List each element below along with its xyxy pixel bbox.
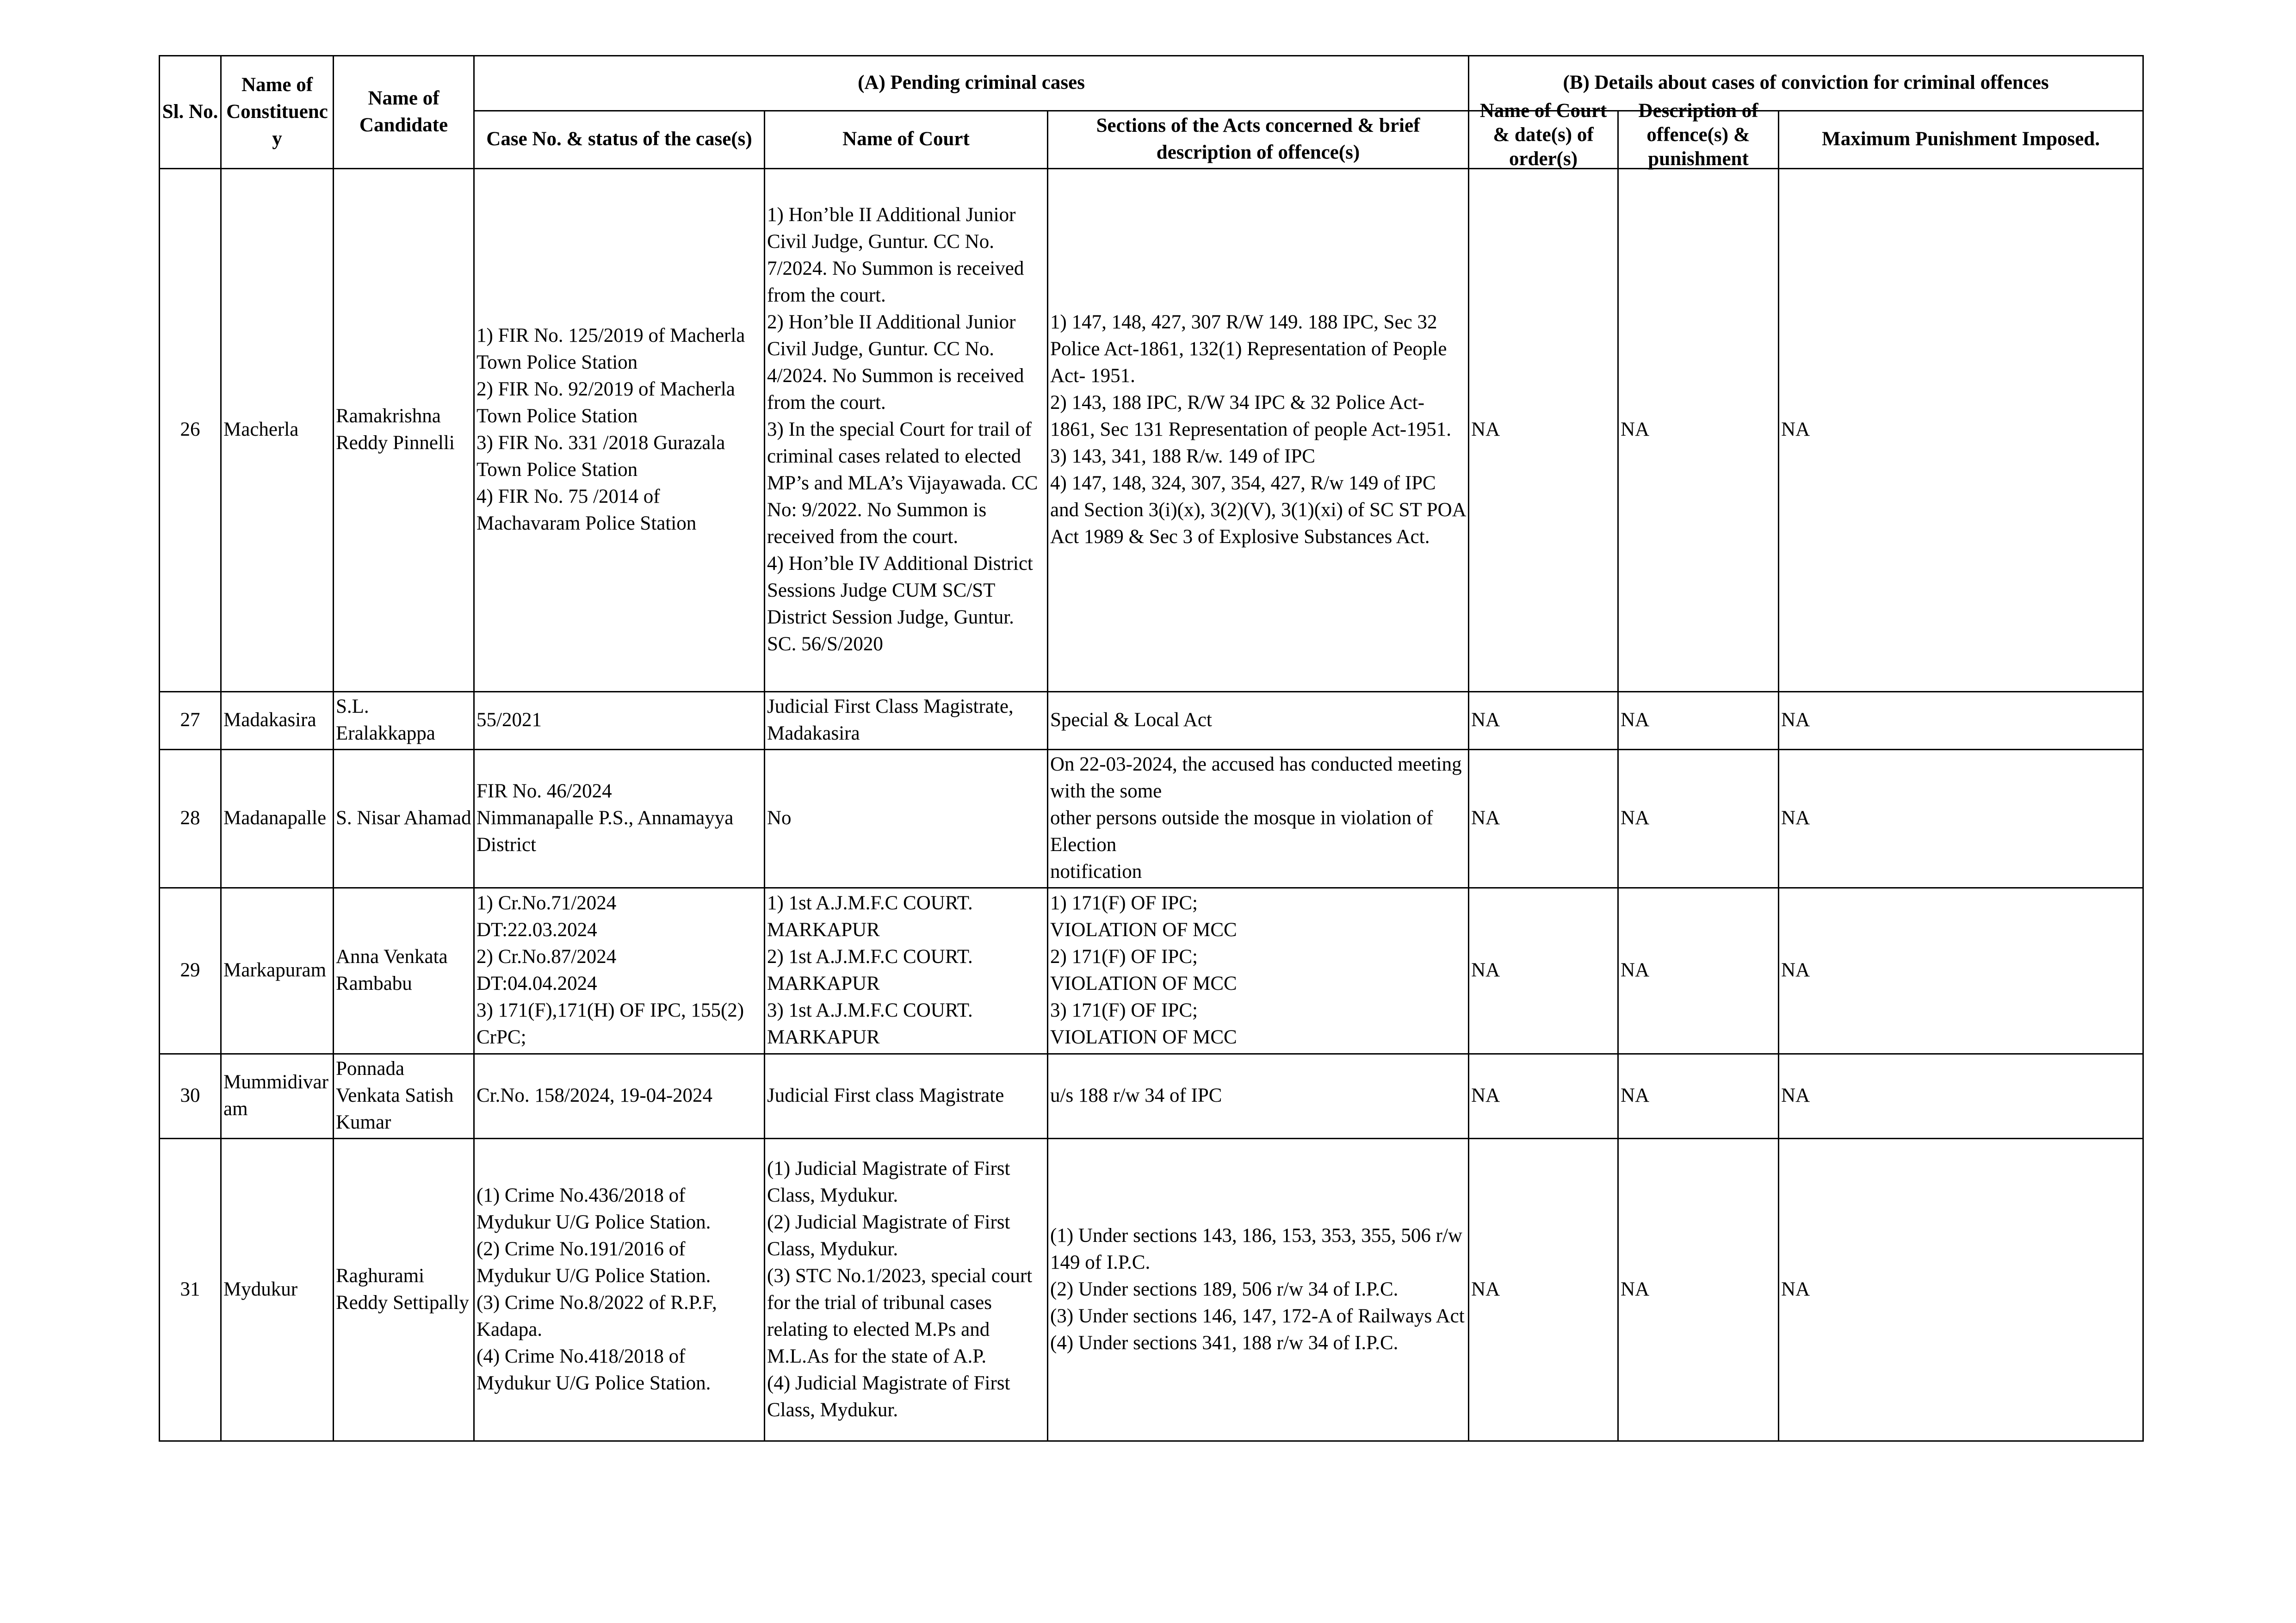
cell-case-status-line: 55/2021 xyxy=(477,709,542,731)
cell-max-punishment: NA xyxy=(1779,1139,2143,1441)
table-body xyxy=(160,169,2143,1441)
cell-sections xyxy=(1048,750,1469,888)
cell-sections-line: (2) Under sections 189, 506 r/w 34 of I.P.C. xyxy=(1050,1278,1399,1300)
cell-sections-line: 1) 147, 148, 427, 307 R/W 149. 188 IPC, Sec 32 Police Act-1861, 132(1) Representation of People Act- 1951. xyxy=(1050,311,1447,387)
cell-court-name xyxy=(765,692,1048,750)
cell-case-status-line: 1) FIR No. 125/2019 of Macherla Town Police Station xyxy=(477,325,745,373)
header-sl-no: Sl. No. xyxy=(160,56,221,169)
cell-sections-line: On 22-03-2024, the accused has conducted meeting with the some xyxy=(1050,753,1462,802)
cell-sections-line: 2) 171(F) OF IPC; xyxy=(1050,946,1198,968)
cell-court-name xyxy=(765,169,1048,692)
cell-candidate: S. Nisar Ahamad xyxy=(334,750,474,888)
cell-constituency: Mummidivaram xyxy=(221,1054,334,1139)
header-case-no: Case No. & status of the case(s) xyxy=(474,111,765,169)
cell-court-name-line: (3) STC No.1/2023, special court for the trial of tribunal cases relating to elected M.Ps and M.L.As for the state of A.P. xyxy=(767,1265,1033,1367)
cell-sections xyxy=(1048,1139,1469,1441)
header-max-punishment: Maximum Punishment Imposed. xyxy=(1779,111,2143,169)
header-conviction-description-text: Description of offence(s) & punishment xyxy=(1638,100,1758,170)
cell-sections-line: (1) Under sections 143, 186, 153, 353, 355, 506 r/w 149 of I.P.C. xyxy=(1050,1224,1462,1273)
cell-sl-no: 26 xyxy=(160,169,221,692)
header-group-pending-cases: (A) Pending criminal cases xyxy=(474,56,1469,111)
cell-court-name-line: 4) Hon’ble IV Additional District Sessions Judge CUM SC/ST District Session Judge, Guntur. xyxy=(767,553,1033,628)
cell-conviction-description: NA xyxy=(1618,169,1779,692)
cell-sl-no: 27 xyxy=(160,692,221,750)
cell-case-status xyxy=(474,750,765,888)
cell-case-status xyxy=(474,169,765,692)
cell-sections-line: 4) 147, 148, 324, 307, 354, 427, R/w 149 of IPC and Section 3(i)(x), 3(2)(V), 3(1)(xi) of SC ST POA Act 1989 & Sec 3 of Explosive Substances Act. xyxy=(1050,472,1466,548)
table-row xyxy=(160,1139,2143,1441)
cell-court-name-line: (1) Judicial Magistrate of First Class, Mydukur. xyxy=(767,1157,1010,1206)
header-sections: Sections of the Acts concerned & brief description of offence(s) xyxy=(1048,111,1469,169)
cell-sections-line: 3) 171(F) OF IPC; xyxy=(1050,1000,1198,1021)
header-candidate: Name of Candidate xyxy=(334,56,474,169)
cell-sl-no: 29 xyxy=(160,888,221,1054)
table-row xyxy=(160,1054,2143,1139)
cell-constituency: Madakasira xyxy=(221,692,334,750)
cell-case-status xyxy=(474,1054,765,1139)
cell-case-status-line: (2) Crime No.191/2016 of Mydukur U/G Police Station. xyxy=(477,1238,711,1287)
cell-case-status-line: FIR No. 46/2024 xyxy=(477,780,612,802)
cell-sections-line: u/s 188 r/w 34 of IPC xyxy=(1050,1085,1222,1106)
cell-max-punishment: NA xyxy=(1779,692,2143,750)
cell-conviction-description: NA xyxy=(1618,1139,1779,1441)
cell-court-name-line: 2) Hon’ble II Additional Junior Civil Judge, Guntur. CC No. 4/2024. No Summon is received from the court. xyxy=(767,311,1024,413)
cell-sections xyxy=(1048,888,1469,1054)
cell-conviction-court: NA xyxy=(1469,750,1618,888)
cell-case-status xyxy=(474,888,765,1054)
cell-conviction-description: NA xyxy=(1618,1054,1779,1139)
cell-candidate: S.L. Eralakkappa xyxy=(334,692,474,750)
cell-case-status-line: DT:22.03.2024 xyxy=(477,919,597,941)
cell-max-punishment: NA xyxy=(1779,1054,2143,1139)
cell-court-name-line: Judicial First class Magistrate xyxy=(767,1085,1004,1106)
cell-sections xyxy=(1048,169,1469,692)
cell-case-status-line: Cr.No. 158/2024, 19-04-2024 xyxy=(477,1085,713,1106)
cell-court-name-line: SC. 56/S/2020 xyxy=(767,633,883,655)
cell-court-name xyxy=(765,1054,1048,1139)
cell-max-punishment: NA xyxy=(1779,888,2143,1054)
cell-conviction-court: NA xyxy=(1469,169,1618,692)
cell-court-name-line: Judicial First Class Magistrate, Madakasira xyxy=(767,696,1014,744)
cell-max-punishment: NA xyxy=(1779,169,2143,692)
cell-court-name-line: 1) Hon’ble II Additional Junior Civil Judge, Guntur. CC No. 7/2024. No Summon is received from the court. xyxy=(767,204,1024,306)
cell-sections xyxy=(1048,692,1469,750)
cell-court-name-line: (4) Judicial Magistrate of First Class, Mydukur. xyxy=(767,1372,1010,1421)
cell-sections-line: 3) 143, 341, 188 R/w. 149 of IPC xyxy=(1050,445,1315,467)
cell-sections xyxy=(1048,1054,1469,1139)
cell-conviction-court: NA xyxy=(1469,692,1618,750)
table-row xyxy=(160,888,2143,1054)
cell-case-status-line: (1) Crime No.436/2018 of Mydukur U/G Police Station. xyxy=(477,1184,711,1233)
criminal-cases-table xyxy=(159,55,2144,1442)
cell-court-name-line: No xyxy=(767,807,792,829)
table-row xyxy=(160,750,2143,888)
cell-constituency: Markapuram xyxy=(221,888,334,1054)
header-conviction-court xyxy=(1469,100,1618,170)
cell-constituency: Madanapalle xyxy=(221,750,334,888)
cell-conviction-description: NA xyxy=(1618,888,1779,1054)
cell-sections-line: 1) 171(F) OF IPC; xyxy=(1050,892,1198,914)
cell-case-status-line: DT:04.04.2024 xyxy=(477,973,597,994)
cell-case-status-line: 3) 171(F),171(H) OF IPC, 155(2) CrPC; xyxy=(477,1000,744,1048)
header-constituency: Name of Constituency xyxy=(221,56,334,169)
cell-case-status xyxy=(474,1139,765,1441)
cell-conviction-description: NA xyxy=(1618,750,1779,888)
cell-case-status-line: Nimmanapalle P.S., Annamayya District xyxy=(477,807,734,856)
cell-court-name-line: 1) 1st A.J.M.F.C COURT. MARKAPUR xyxy=(767,892,973,941)
cell-court-name-line: 2) 1st A.J.M.F.C COURT. MARKAPUR xyxy=(767,946,973,994)
header-conviction-court-text: Name of Court & date(s) of order(s) xyxy=(1479,100,1607,170)
cell-sections-line: other persons outside the mosque in violation of Election xyxy=(1050,807,1433,856)
cell-sections-line: notification xyxy=(1050,861,1142,882)
header-court: Name of Court xyxy=(765,111,1048,169)
header-conviction-description xyxy=(1618,100,1779,170)
cell-court-name-line: (2) Judicial Magistrate of First Class, Mydukur. xyxy=(767,1211,1010,1260)
cell-sl-no: 30 xyxy=(160,1054,221,1139)
cell-case-status-line: (4) Crime No.418/2018 of Mydukur U/G Police Station. xyxy=(477,1345,711,1394)
table-row xyxy=(160,169,2143,692)
cell-sections-line: VIOLATION OF MCC xyxy=(1050,1026,1237,1048)
cell-case-status-line: 3) FIR No. 331 /2018 Gurazala Town Police Station xyxy=(477,432,725,481)
cell-conviction-court: NA xyxy=(1469,888,1618,1054)
cell-conviction-court: NA xyxy=(1469,1139,1618,1441)
cell-court-name xyxy=(765,888,1048,1054)
cell-candidate: Ramakrishna Reddy Pinnelli xyxy=(334,169,474,692)
cell-court-name xyxy=(765,750,1048,888)
cell-sl-no: 28 xyxy=(160,750,221,888)
cell-court-name-line: 3) In the special Court for trail of criminal cases related to elected MP’s and MLA’s Vijayawada. CC No: 9/2022. No Summon is received from the court. xyxy=(767,419,1038,548)
table-row xyxy=(160,692,2143,750)
cell-sl-no: 31 xyxy=(160,1139,221,1441)
cell-candidate: Anna Venkata Rambabu xyxy=(334,888,474,1054)
cell-sections-line: (4) Under sections 341, 188 r/w 34 of I.P.C. xyxy=(1050,1332,1399,1354)
cell-court-name-line: 3) 1st A.J.M.F.C COURT. MARKAPUR xyxy=(767,1000,973,1048)
cell-candidate: Ponnada Venkata Satish Kumar xyxy=(334,1054,474,1139)
cell-sections-line: 2) 143, 188 IPC, R/W 34 IPC & 32 Police Act-1861, Sec 131 Representation of people Act-1951. xyxy=(1050,392,1451,440)
cell-sections-line: VIOLATION OF MCC xyxy=(1050,919,1237,941)
cell-court-name xyxy=(765,1139,1048,1441)
header-group-convictions: (B) Details about cases of conviction for criminal offences xyxy=(1469,56,2143,111)
cell-conviction-court: NA xyxy=(1469,1054,1618,1139)
cell-conviction-description: NA xyxy=(1618,692,1779,750)
cell-max-punishment: NA xyxy=(1779,750,2143,888)
cell-sections-line: Special & Local Act xyxy=(1050,709,1212,731)
cell-case-status-line: 2) FIR No. 92/2019 of Macherla Town Police Station xyxy=(477,378,735,427)
cell-case-status-line: 4) FIR No. 75 /2014 of Machavaram Police Station xyxy=(477,486,697,534)
header-row-groups xyxy=(160,56,2143,111)
cell-candidate: Raghurami Reddy Settipally xyxy=(334,1139,474,1441)
cell-case-status-line: 2) Cr.No.87/2024 xyxy=(477,946,617,968)
cell-sections-line: (3) Under sections 146, 147, 172-A of Railways Act xyxy=(1050,1305,1465,1327)
cell-sections-line: VIOLATION OF MCC xyxy=(1050,973,1237,994)
cell-case-status-line: 1) Cr.No.71/2024 xyxy=(477,892,617,914)
cell-constituency: Macherla xyxy=(221,169,334,692)
cell-constituency: Mydukur xyxy=(221,1139,334,1441)
cell-case-status xyxy=(474,692,765,750)
cell-case-status-line: (3) Crime No.8/2022 of R.P.F, Kadapa. xyxy=(477,1291,717,1340)
